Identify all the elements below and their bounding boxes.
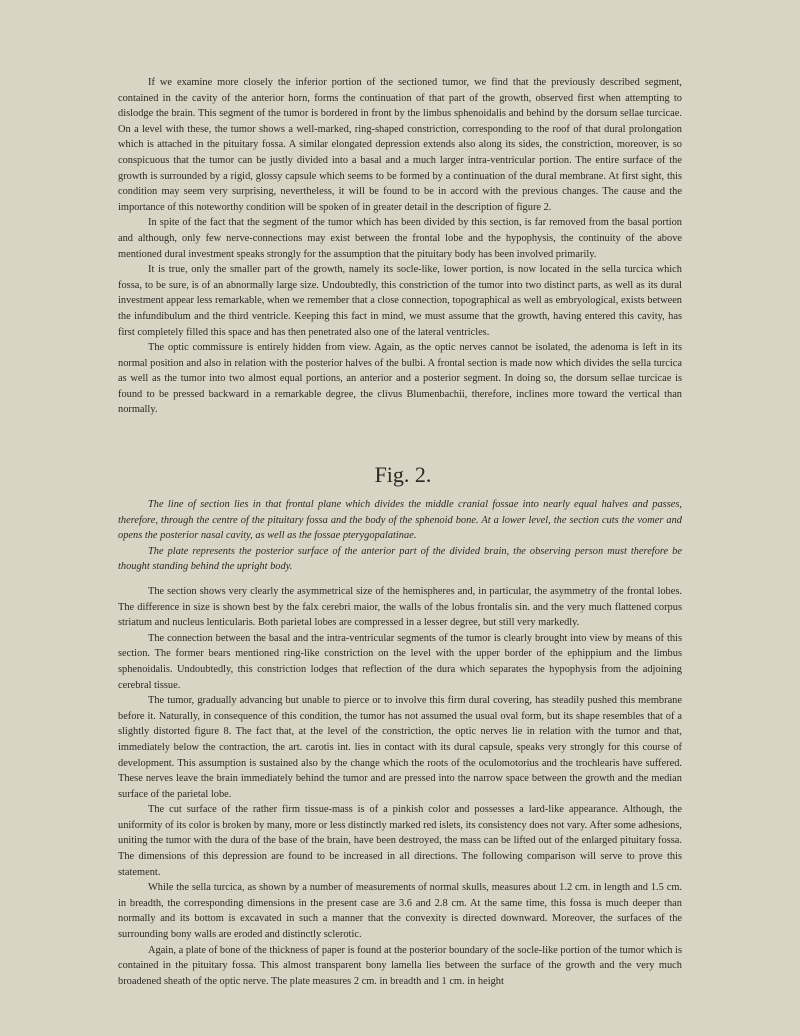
paragraph: While the sella turcica, as shown by a number of measurements of normal skulls, measures about 1.2 cm. in length and 1.5 cm. in breadth, the corresponding dimensions in the present case are 3.6 and 2.8 cm. At the same time, this fossa is much deeper than normally and its bottom is excavated in such a manner that the convexity is directed downward. Moreover, the surfaces of the surrounding bony walls are eroded and distinctly sclerotic. xyxy=(118,882,682,941)
paragraph: Again, a plate of bone of the thickness of paper is found at the posterior boundary of the socle-like portion of the tumor which is contained in the pituitary fossa. This almost transparent bony lamella lies between the surface of the growth and the very much broadened sheath of the optic nerve. The plate measures 2 cm. in breadth and 1 cm. in height xyxy=(118,944,682,987)
paragraph: The tumor, gradually advancing but unable to pierce or to involve this firm dural covering, has steadily pushed this membrane before it. Naturally, in consequence of this condition, the tumor has not assumed the usual oval form, but its shape resembles that of a slightly distorted figure 8. The fact that, at the level of the constriction, the optic nerves lie in relation with the tumor and that, immediately below the contraction, the art. carotis int. lies in contact with its dural capsule, speaks very strongly for this course of development. This assumption is sustained also by the change which the roots of the oculomotorius and the trochlearis have suffered. These nerves leave the brain immediately behind the tumor and are pressed into the narrow space between the growth and the median surface of the parietal lobe. xyxy=(118,695,682,800)
figure-caption xyxy=(118,497,682,575)
paragraph: The cut surface of the rather firm tissue-mass is of a pinkish color and possesses a lard-like appearance. Although, the uniformity of its color is broken by many, more or less distinctly marked red islets, its consistency does not vary. After some adhesions, uniting the tumor with the dura of the base of the brain, have been destroyed, the mass can be lifted out of the enlarged pituitary fossa. The dimensions of this depression are found to be increased in all directions. The following comparison will serve to prove this statement. xyxy=(118,804,682,878)
paragraph: It is true, only the smaller part of the growth, namely its socle-like, lower portion, is now located in the sella turcica which fossa, to be sure, is of an abnormally large size. Undoubtedly, this constriction of the tumor into two distinct parts, as well as its dural investment appear less remarkable, when we remember that a close connection, topographical as well as embryological, exists between the infundibulum and the third ventricle. Keeping this fact in mind, we must assume that the growth, having entered this cavity, has first completely filled this space and has then penetrated also one of the lateral ventricles. xyxy=(118,264,682,338)
paragraph: In spite of the fact that the segment of the tumor which has been divided by this section, is far removed from the basal portion and although, only few nerve-connections may exist between the frontal lobe and the hypophysis, the continuity of the above mentioned dural investment speaks strongly for the assumption that the pituitary body has been involved primarily. xyxy=(118,217,682,260)
caption-paragraph: The plate represents the posterior surface of the anterior part of the divided brain, the observing person must therefore be thought standing behind the upright body. xyxy=(118,545,682,573)
bottom-text-block xyxy=(118,497,682,989)
paragraph: The optic commissure is entirely hidden from view. Again, as the optic nerves cannot be isolated, the adenoma is left in its normal position and also in relation with the posterior halves of the bulbi. A frontal section is made now which divides the sella turcica as well as the tumor into two almost equal portions, an anterior and a posterior segment. In doing so, the dorsum sellae turcicae is found to be pressed backward in a remarkable degree, the clivus Blumenbachii, therefore, inclines more toward the vertical than normally. xyxy=(118,342,682,416)
top-text-block xyxy=(118,75,682,418)
paragraph: The connection between the basal and the intra-ventricular segments of the tumor is clearly brought into view by means of this section. The former bears mentioned ring-like constriction on the level with the upper border of the ephippium and the limbus sphenoidalis. Undoubtedly, this constriction lodges that reflection of the dura which separates the hypophysis from the adjoining cerebral tissue. xyxy=(118,632,682,691)
figure-title: Fig. 2. xyxy=(374,462,432,487)
paragraph: If we examine more closely the inferior portion of the sectioned tumor, we find that the previously described segment, contained in the cavity of the anterior horn, forms the continuation of that part of the growth, observed first when attempting to dislodge the brain. This segment of the tumor is bordered in front by the limbus sphenoidalis and behind by the dorsum sellae turcicae. On a level with these, the tumor shows a well-marked, ring-shaped constriction, corresponding to the roof of that dural prolongation which is attached in the pituitary fossa. A similar elongated depression extends also along its sides, the constriction, moreover, is so conspicuous that the tumor can be justly divided into a basal and a much larger intra-ventricular portion. The entire surface of the growth is surrounded by a rigid, glossy capsule which seems to be formed by a continuation of the dural membrane. At first sight, this condition may seem very surprising, nevertheless, it will be found to be in accord with the previous changes. The cause and the importance of this noteworthy condition will be spoken of in greater detail in the description of figure 2. xyxy=(118,77,682,213)
paragraph: The section shows very clearly the asymmetrical size of the hemispheres and, in particular, the asymmetry of the frontal lobes. The difference in size is shown best by the falx cerebri maior, the walls of the lobus frontalis sin. and the very much flattened corpus striatum and nucleus lenticularis. Both parietal lobes are compressed in a lesser degree, but still very markedly. xyxy=(118,585,682,629)
caption-paragraph: The line of section lies in that frontal plane which divides the middle cranial fossae into nearly equal halves and passes, therefore, through the centre of the pituitary fossa and the body of the sphenoid bone. At a lower level, the section cuts the vomer and opens the posterior nasal cavity, as well as the fossae pterygopalatinae. xyxy=(118,499,682,542)
